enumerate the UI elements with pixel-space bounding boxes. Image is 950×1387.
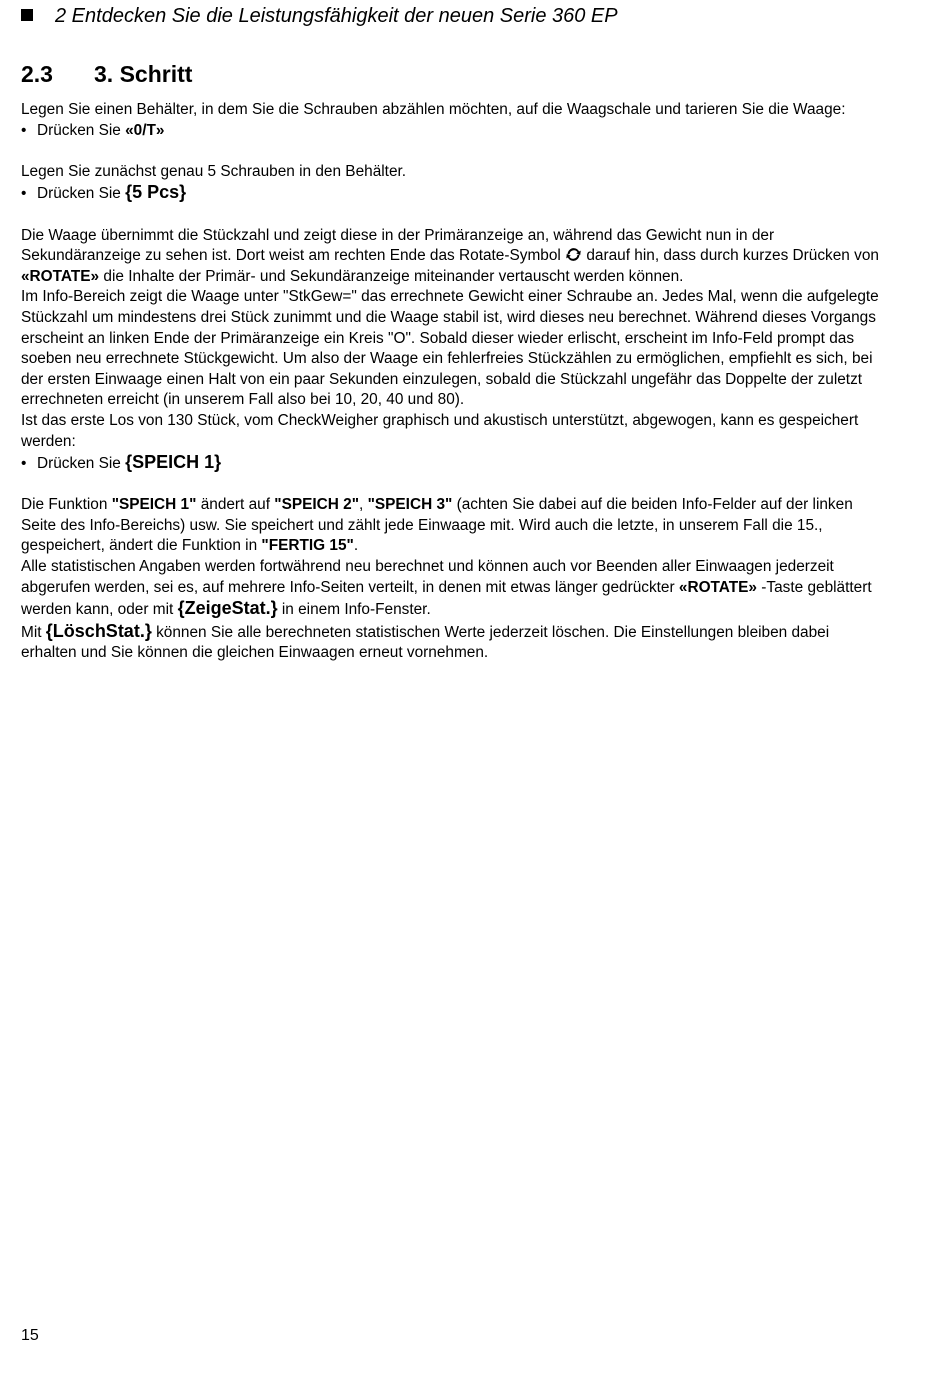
page-number: 15 — [21, 1327, 39, 1344]
text-segment: -Taste geblättert werden kann, oder mit — [21, 578, 872, 619]
text-segment: . — [353, 537, 359, 555]
text-segment: die Inhalte der Primär- und Sekundäranzeige miteinander vertauscht werden können. — [99, 267, 684, 285]
text-segment: ändert auf — [196, 496, 275, 514]
text-segment: Alle statistischen Angaben werden fortwährend neu berechnet und können auch vor Beenden aller Einwaagen jederzeit abgerufen werden, sei es, auf mehrere Info-Seiten verteilt, in denen mit etwas länger gedrückter — [21, 558, 834, 596]
text-segment: können Sie alle berechneten statistischen Werte jederzeit löschen. Die Einstellungen bleiben dabei erhalten und Sie können die gleichen Einwaagen erneut vornehmen. — [21, 623, 830, 662]
paragraph-info-area: Im Info-Bereich zeigt die Waage unter "StkGew=" das errechnete Gewicht einer Schraube an. Jedes Mal, wenn die aufgelegte Stückzahl um mindestens drei Stück zunimmt und die Waage stabil ist, wird dieses neu berechnet. Während dieses Vorgangs erscheint an linken Ende der Primäranzeige ein Kreis "O". Sobald dieser wieder erlischt, erscheint im Info-Feld prompt das soeben neu errechnete Stückgewicht. Um also der Waage ein fehlerfreies Stückzählen zu ermöglichen, empfiehlt es sich, bei der ersten Einwaage einen Halt von ein paar Sekunden einzulegen, sobald die Stückzahl ungefähr das Doppelte der zuletzt errechneten erreicht (in unserem Fall also bei 10, 20, 40 und 80). — [21, 288, 879, 409]
text-segment: (achten Sie dabei auf die beiden Info-Felder auf der linken Seite des Info-Bereichs) usw. Sie speichert und zählt jede Einwaage mit. Wird auch die letzte, in unserem Fall die 15., gespeichert, ändert die Funktion in — [21, 496, 853, 555]
section-number: 2.3 — [21, 61, 53, 87]
paragraph-statistics — [21, 557, 881, 621]
key-zeigestat: {ZeigeStat.} — [177, 598, 278, 619]
paragraph-clear-stats — [21, 621, 881, 664]
text-segment: Die Funktion — [21, 496, 112, 514]
section-title: 3. Schritt — [94, 61, 193, 87]
paragraph-five-screws: Legen Sie zunächst genau 5 Schrauben in den Behälter. — [21, 162, 407, 180]
text-segment: in einem Info-Fenster. — [277, 601, 431, 619]
bullet-press-5pcs — [21, 182, 881, 205]
label-fertig15: "FERTIG 15" — [261, 537, 354, 555]
running-header — [21, 4, 921, 28]
key-5pcs: {5 Pcs} — [125, 182, 187, 203]
rotate-icon — [565, 246, 582, 263]
paragraph-first-lot: Ist das erste Los von 130 Stück, vom CheckWeigher graphisch und akustisch unterstützt, abgewogen, kann es gespeichert werden: — [21, 411, 859, 450]
label-speich3: "SPEICH 3" — [367, 496, 453, 514]
text-segment: Mit — [21, 623, 46, 641]
square-bullet-icon — [21, 9, 33, 21]
text-segment: darauf hin, dass durch kurzes Drücken von — [582, 247, 879, 265]
key-loeschstat: {LöschStat.} — [45, 620, 152, 641]
label-speich2: "SPEICH 2" — [274, 496, 360, 514]
body-text — [21, 100, 881, 664]
running-header-title: 2 Entdecken Sie die Leistungsfähigkeit der neuen Serie 360 EP — [55, 5, 618, 27]
text-segment: Die Waage übernimmt die Stückzahl und zeigt diese in der Primäranzeige an, während das Gewicht nun in der Sekundäranzeige zu sehen ist. Dort weist am rechten Ende das Rotate-Symbol — [21, 226, 775, 265]
label-speich1: "SPEICH 1" — [111, 496, 197, 514]
bullet-label: Drücken Sie — [37, 185, 126, 203]
key-speich1: {SPEICH 1} — [125, 452, 222, 473]
section-heading — [21, 60, 192, 88]
bullet-press-tare — [21, 121, 881, 142]
paragraph-function-speich — [21, 495, 881, 557]
key-rotate: «ROTATE» — [678, 578, 757, 596]
bullet-press-speich1 — [21, 452, 881, 475]
bullet-label: Drücken Sie — [37, 455, 126, 473]
paragraph-rotate — [21, 226, 881, 288]
key-tare: «0/T» — [125, 121, 165, 139]
key-rotate: «ROTATE» — [21, 267, 100, 285]
bullet-label: Drücken Sie — [37, 121, 126, 139]
paragraph-tare-intro: Legen Sie einen Behälter, in dem Sie die Schrauben abzählen möchten, auf die Waagschale und tarieren Sie die Waage: — [21, 101, 846, 118]
text-segment: , — [359, 496, 368, 514]
